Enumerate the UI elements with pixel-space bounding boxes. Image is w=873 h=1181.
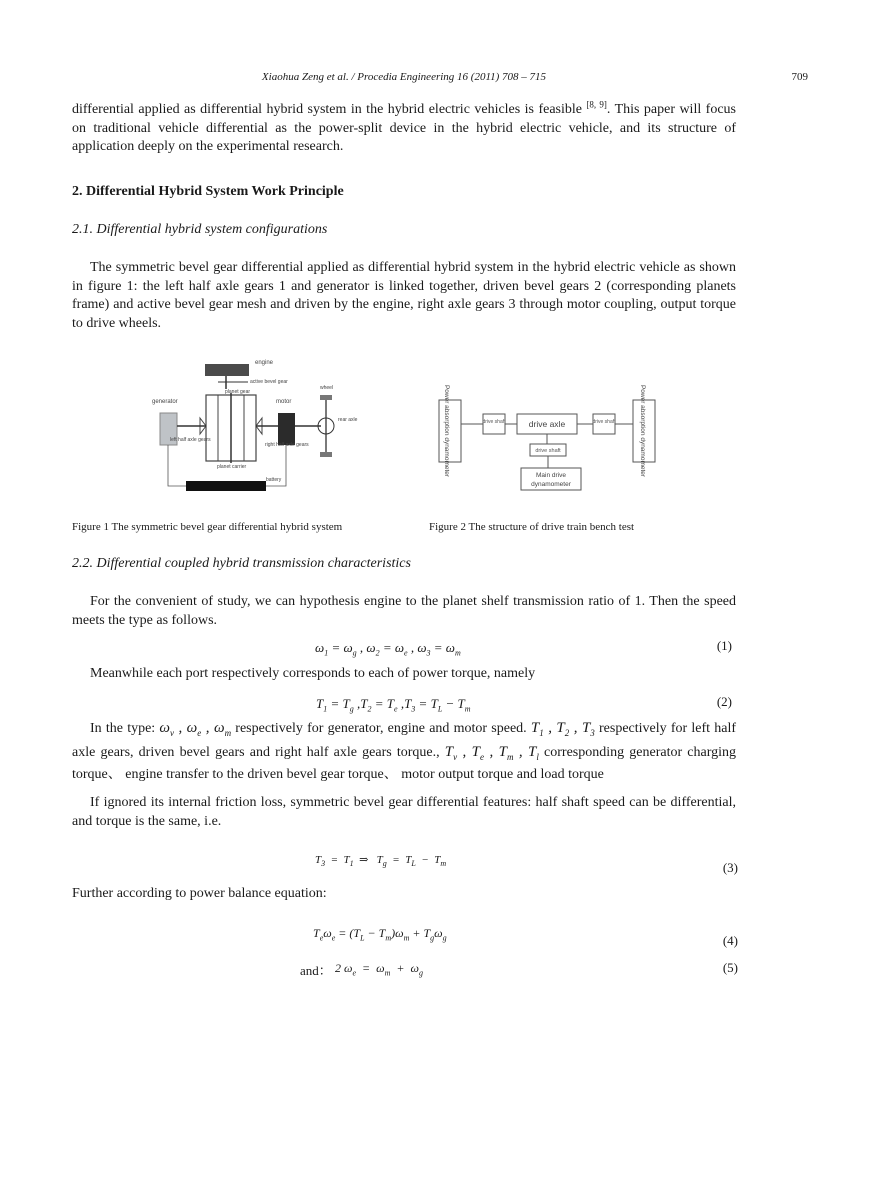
label-engine: engine [255, 360, 274, 366]
label-wheel: wheel [320, 385, 334, 391]
p3-text-a: In the type: [90, 721, 160, 736]
equation-2: $T_1 = T_g$ $,T_2 = T_e$ $,T_3 = T_L - T_m$ [316, 696, 471, 714]
wheel-top [320, 395, 332, 400]
equation-5-number: (5) [722, 960, 738, 975]
generator-battery-wire [168, 445, 186, 486]
torque-symbols-1: $T_1$ , $T_2$ , $T_3$ [530, 720, 595, 738]
running-header: Xiaohua Zeng et al. / Procedia Engineering 16 (2011) 708 – 715 [261, 71, 547, 83]
label-bottom-drive-shaft: drive shaft [535, 448, 561, 454]
equation-3-number: (3) [722, 860, 738, 875]
citation-ref: [8, 9] [586, 99, 607, 110]
equation-5: 2 $\omega_e = \omega_m + \omega_g$ [335, 961, 423, 978]
intro-text-b: . This paper will focus on traditional vehicle differential as the power-split device in the hybrid electric vehicle, and its structure of application deeply on the experimental research. [72, 102, 736, 154]
torque-symbols-2: $T_v$ , $T_e$ , $T_m$ , $T_l$ [444, 743, 539, 762]
equation-1: $\omega_1 = \omega_g$ , $\omega_2 = \omega_e$ , $\omega_3 = \omega_m$ [315, 640, 461, 658]
label-active-bevel: active bevel gear [250, 379, 288, 385]
section-2-title: 2. Differential Hybrid System Work Principle [72, 184, 344, 199]
label-planet-gear: planet gear [225, 389, 251, 395]
label-rear-axle: rear axle [338, 417, 358, 423]
label-main-drive: Main drive [536, 472, 566, 479]
p3-text-d: corresponding generator charging torque、 engine transfer to the driven bevel gear torque、 motor output torque and load torque [72, 744, 737, 782]
p3-text-c: respectively for left half axle gears, driven bevel gears and right half axle gears torque., [72, 721, 737, 760]
figure-2-diagram [435, 384, 665, 492]
equation-1-number: (1) [716, 638, 732, 653]
section-2-2-paragraph-2: Meanwhile each port respectively corresponds to each of power torque, namely [90, 666, 536, 681]
label-left-half-axle: left half axle gears [170, 437, 211, 443]
speed-symbols: $\omega_v$ , $\omega_e$ , $\omega_m$ [159, 720, 232, 738]
label-generator: generator [152, 399, 178, 405]
page-number: 709 [791, 71, 808, 83]
wheel-bottom [320, 452, 332, 457]
section-2-1-body: The symmetric bevel gear differential applied as differential hybrid system in the hybrid electric vehicle as shown in figure 1: the left half axle gears 1 and generator is linked together, driven bevel gears 2 (corresponding planets frame) and active bevel gear mesh and driven by the engine, right axle gears 3 through motor coupling, output torque to drive wheels. [72, 260, 736, 331]
battery-block [186, 481, 266, 491]
section-2-2-paragraph-4: If ignored its internal friction loss, symmetric bevel gear differential features: half shaft speed can be differential, and torque is the same, i.e. [72, 795, 736, 829]
section-2-2-paragraph-1: For the convenient of study, we can hypothesis engine to the planet shelf transmission ratio of 1. Then the speed meets the type as follows. [72, 594, 736, 628]
label-left-dynamometer: Power absorption dynamometer [443, 384, 450, 478]
label-planet-carrier: planet carrier [217, 464, 247, 470]
motor-block [278, 413, 295, 445]
section-2-2-title: 2.2. Differential coupled hybrid transmission characteristics [72, 556, 411, 571]
engine-block [205, 364, 249, 376]
figure-1-caption: Figure 1 The symmetric bevel gear differential hybrid system [72, 521, 343, 533]
equation-4: $T_e\omega_e = (T_L - T_m)\omega_m + T_g\omega_g$ [313, 926, 447, 943]
figure-1-diagram [148, 355, 358, 495]
label-battery: battery [266, 477, 282, 483]
label-main-dynamometer: dynamometer [531, 481, 571, 488]
equation-4-number: (4) [722, 933, 738, 948]
equation-3: $T_3 = T_1$ ⇒ $T_g = T_L - T_m$ [315, 854, 447, 869]
label-right-half-axle: right half axle gears [265, 442, 309, 448]
label-motor: motor [276, 399, 292, 405]
equation-2-number: (2) [716, 694, 732, 709]
label-right-drive-shaft: drive shaft [592, 419, 616, 425]
intro-text-a: differential applied as differential hybrid system in the hybrid electric vehicles is feasible [72, 102, 587, 117]
section-2-2-paragraph-5: Further according to power balance equation: [72, 886, 327, 901]
label-drive-axle: drive axle [528, 419, 566, 429]
section-2-1-title: 2.1. Differential hybrid system configurations [72, 222, 328, 237]
label-left-drive-shaft: drive shaft [482, 419, 506, 425]
equation-5-lead: and： [300, 963, 332, 978]
section-2-2-paragraph-3 [72, 719, 736, 785]
p3-text-b: respectively for generator, engine and motor speed. [231, 721, 531, 736]
figure-2-caption: Figure 2 The structure of drive train bench test [429, 521, 635, 533]
label-right-dynamometer: Power absorption dynamometer [639, 384, 646, 478]
intro-paragraph [72, 101, 736, 157]
